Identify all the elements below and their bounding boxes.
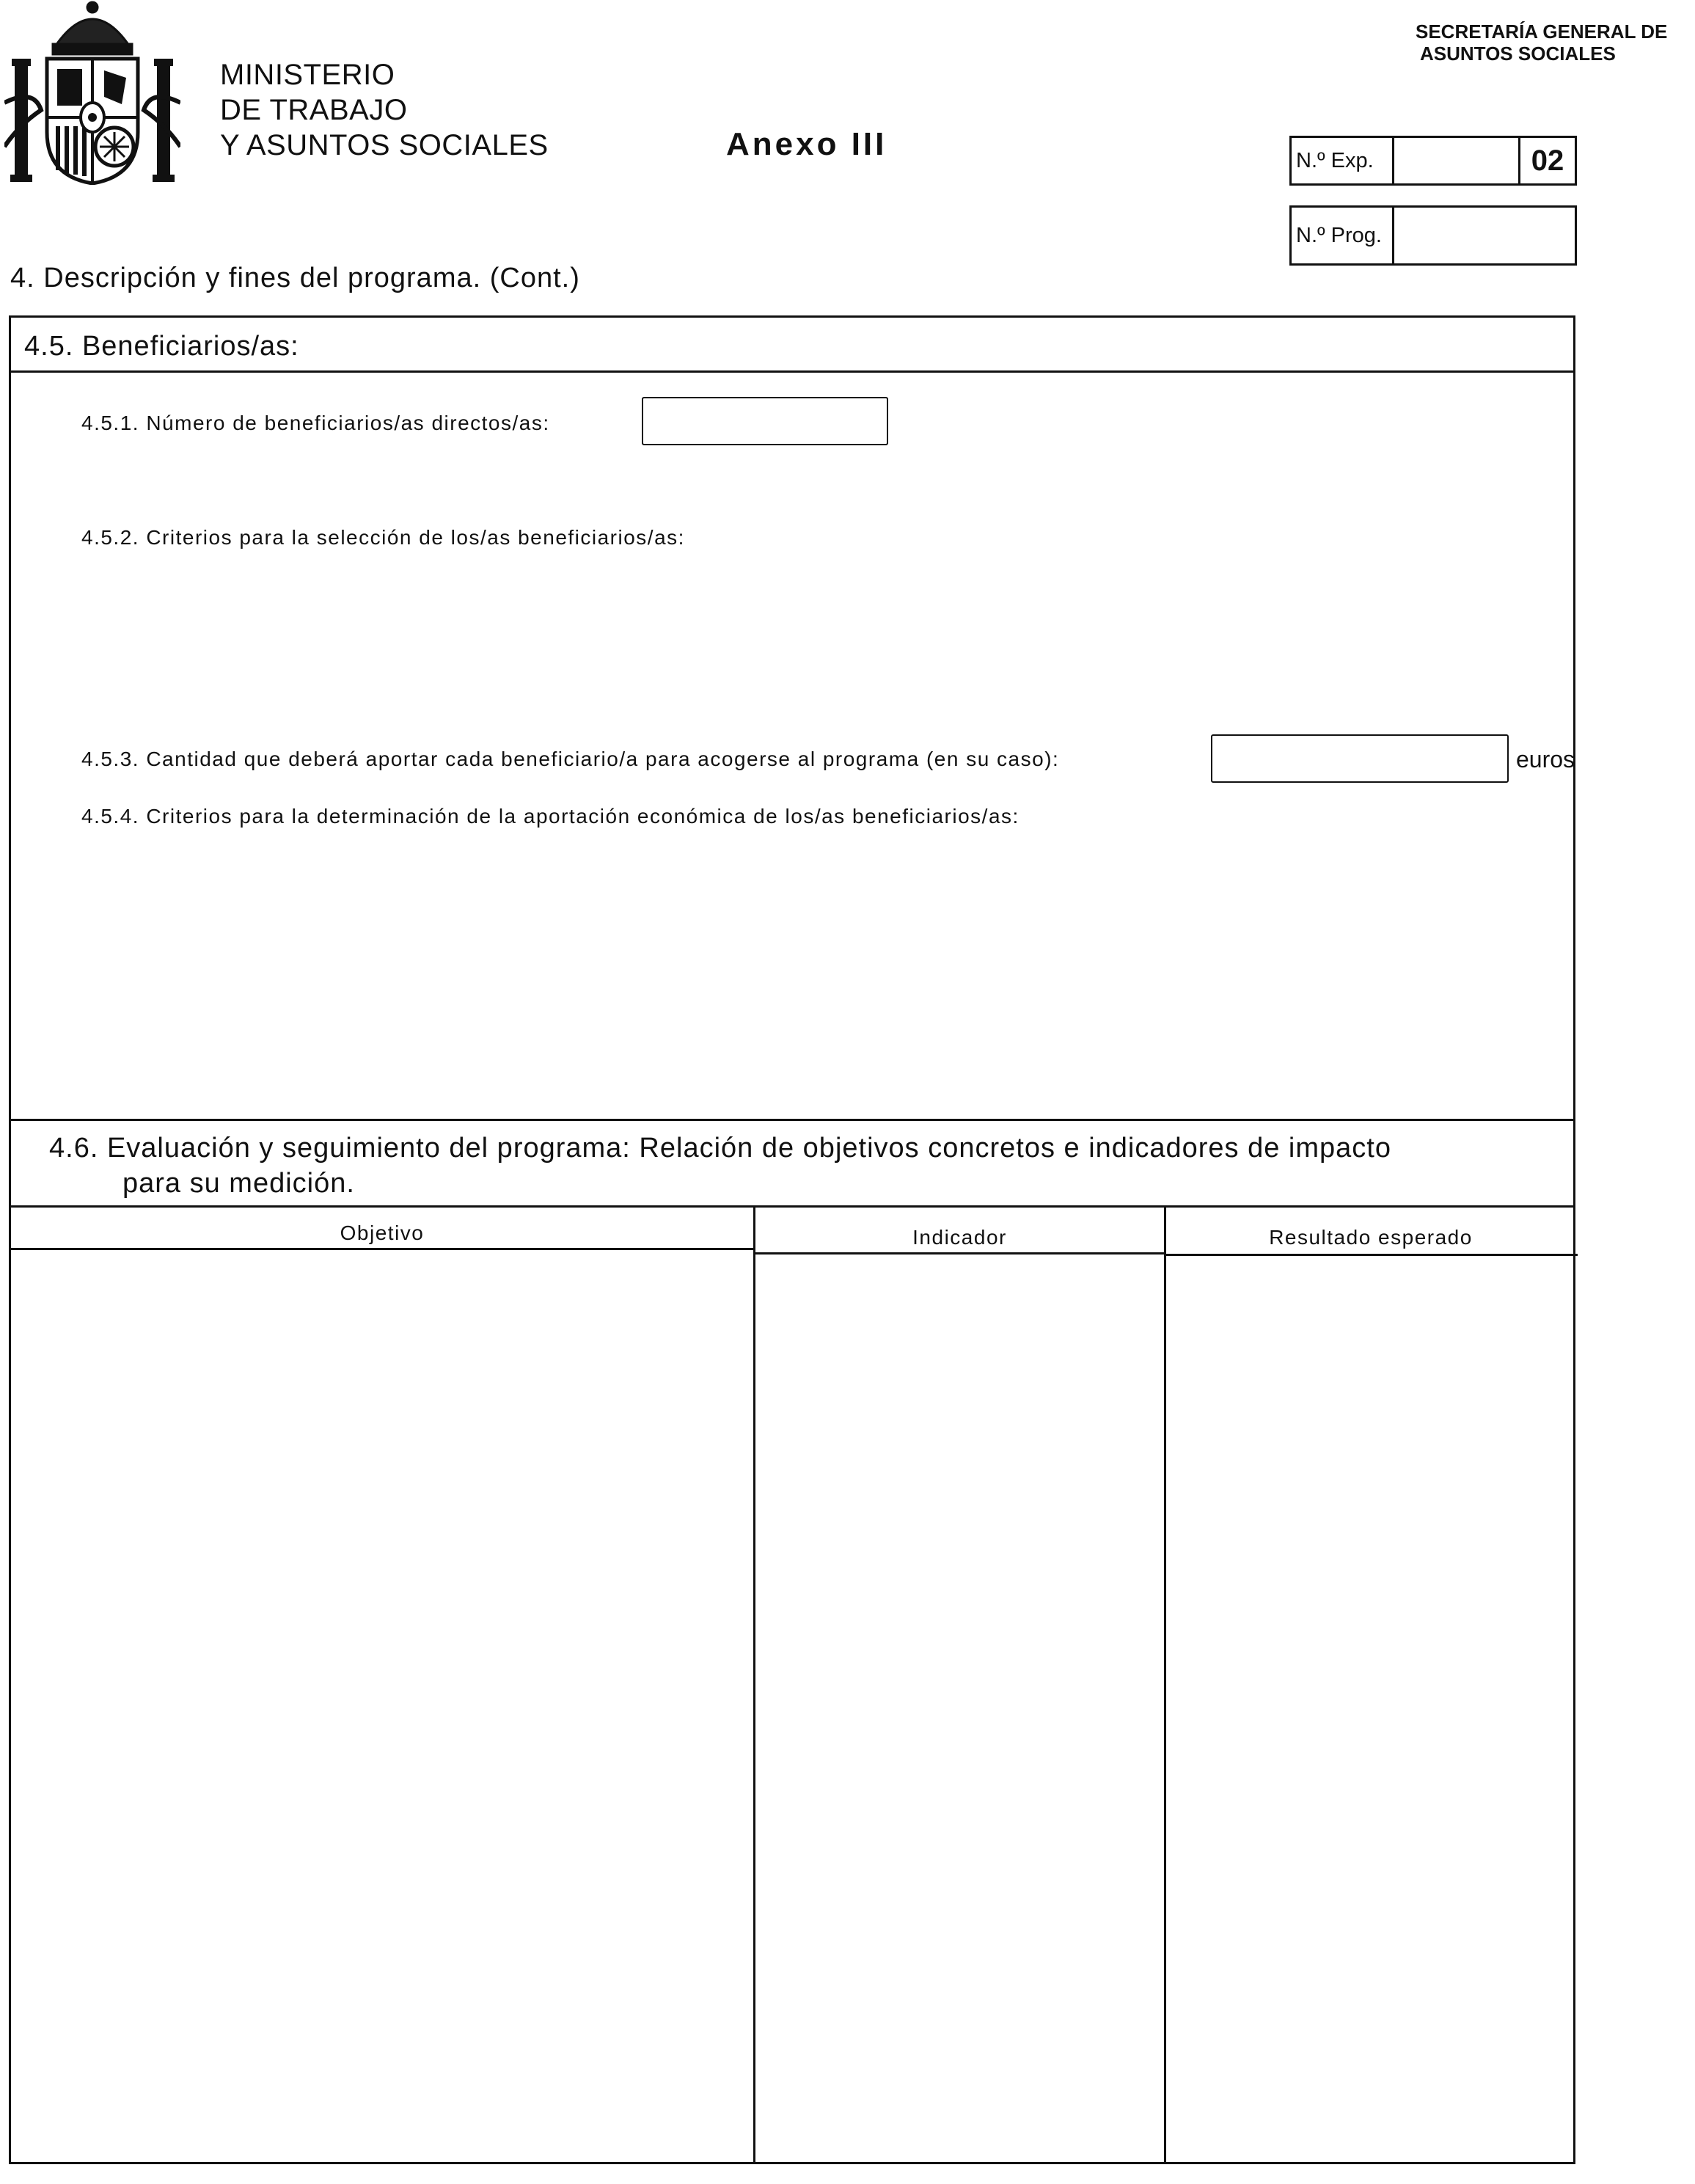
header-rule-resultado (1164, 1254, 1578, 1256)
ministry-line-2: DE TRABAJO (220, 94, 408, 126)
annex-title: Anexo III (726, 126, 887, 162)
section-4-6-title-line-2: para su medición. (122, 1168, 355, 1199)
section-4-title: 4. Descripción y fines del programa. (Cont.) (10, 263, 580, 293)
contribution-criteria-area[interactable] (81, 839, 1519, 1088)
currency-unit: euros (1516, 746, 1575, 773)
secretaria-name (1416, 21, 1667, 65)
prog-number-box (1289, 205, 1577, 266)
column-divider (1164, 1205, 1166, 2162)
exp-number-field[interactable] (1394, 138, 1520, 183)
secretaria-line-2: ASUNTOS SOCIALES (1420, 43, 1616, 65)
section-4-6-title (49, 1131, 1560, 1201)
direct-beneficiaries-input[interactable] (642, 397, 888, 445)
objetivo-cell[interactable] (14, 1257, 750, 2159)
section-4-5-title: 4.5. Beneficiarios/as: (24, 331, 299, 362)
exp-number-box (1289, 136, 1577, 186)
prog-number-field[interactable] (1394, 208, 1575, 263)
secretaria-line-1: SECRETARÍA GENERAL DE (1416, 21, 1668, 43)
column-divider (753, 1205, 755, 2162)
column-header-objetivo: Objetivo (340, 1221, 425, 1244)
section-4-6-title-line-1: 4.6. Evaluación y seguimiento del programa: Relación de objetivos concretos e indicadores de impacto (49, 1133, 1391, 1164)
divider (11, 1119, 1573, 1121)
resultado-cell[interactable] (1168, 1257, 1573, 2159)
ministry-name (220, 57, 549, 163)
exp-code: 02 (1531, 144, 1564, 177)
item-4-5-3-label: 4.5.3. Cantidad que deberá aportar cada beneficiario/a para acogerse al programa (en su caso): (81, 748, 1060, 770)
coat-of-arms-logo (4, 0, 180, 185)
divider (11, 1205, 1573, 1208)
prog-label: N.º Prog. (1292, 208, 1394, 263)
ministry-line-3: Y ASUNTOS SOCIALES (220, 129, 549, 161)
item-4-5-2-label: 4.5.2. Criterios para la selección de los/as beneficiarios/as: (81, 526, 685, 549)
column-header-indicador: Indicador (912, 1226, 1007, 1249)
form-frame (9, 315, 1575, 2164)
item-4-5-1-label: 4.5.1. Número de beneficiarios/as directos/as: (81, 412, 550, 434)
indicador-cell[interactable] (758, 1257, 1161, 2159)
ministry-line-1: MINISTERIO (220, 59, 395, 91)
exp-label: N.º Exp. (1292, 138, 1394, 183)
header-rule-objetivo (11, 1248, 753, 1250)
divider (11, 370, 1573, 373)
column-header-resultado: Resultado esperado (1269, 1226, 1473, 1249)
item-4-5-4-label: 4.5.4. Criterios para la determinación de la aportación económica de los/as beneficiarios/as: (81, 805, 1019, 828)
header-rule-indicador (753, 1252, 1164, 1254)
contribution-amount-input[interactable] (1211, 734, 1509, 783)
